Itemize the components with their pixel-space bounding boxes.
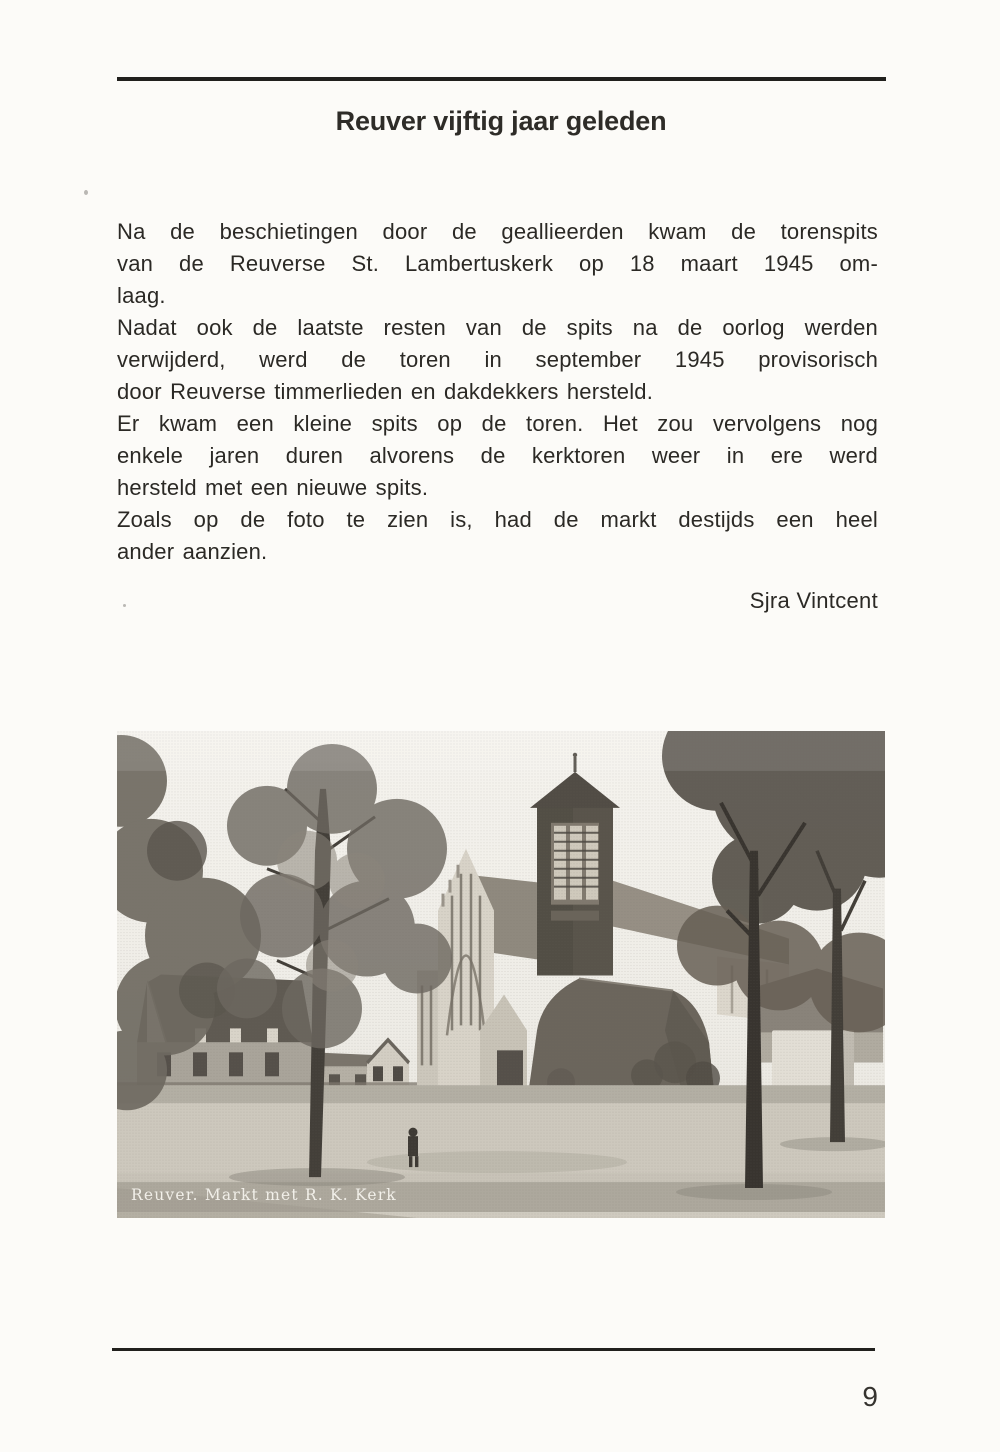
page-number: 9 bbox=[862, 1381, 878, 1412]
bottom-rule bbox=[112, 1348, 875, 1351]
text-line: hersteld met een nieuwe spits. bbox=[117, 475, 429, 500]
historic-photo bbox=[117, 731, 885, 1218]
text-line: Nadat ook de laatste resten van de spits na de oorlog werden bbox=[117, 315, 878, 340]
article-text bbox=[117, 216, 878, 568]
top-rule bbox=[117, 77, 886, 81]
scan-speck bbox=[84, 190, 88, 195]
author-name: Sjra Vintcent bbox=[749, 588, 878, 613]
text-line: enkele jaren duren alvorens de kerktoren weer in ere werd bbox=[117, 443, 878, 468]
halftone-overlay bbox=[117, 731, 885, 1218]
text-line: Na de beschietingen door de geallieerden kwam de torenspits bbox=[117, 219, 878, 244]
text-line: verwijderd, werd de toren in september 1945 provisorisch bbox=[117, 347, 878, 372]
text-line: Zoals op de foto te zien is, had de markt destijds een heel bbox=[117, 507, 878, 532]
scan-speck bbox=[123, 604, 126, 607]
page-title: Reuver vijftig jaar geleden bbox=[335, 106, 667, 136]
text-line: laag. bbox=[117, 283, 166, 308]
text-line: Er kwam een kleine spits op de toren. Het zou vervolgens nog bbox=[117, 411, 878, 436]
photo-caption: Reuver. Markt met R. K. Kerk bbox=[131, 1186, 397, 1205]
text-line: ander aanzien. bbox=[117, 539, 268, 564]
text-line: door Reuverse timmerlieden en dakdekkers hersteld. bbox=[117, 379, 654, 404]
text-line: van de Reuverse St. Lambertuskerk op 18 maart 1945 om- bbox=[117, 251, 878, 276]
